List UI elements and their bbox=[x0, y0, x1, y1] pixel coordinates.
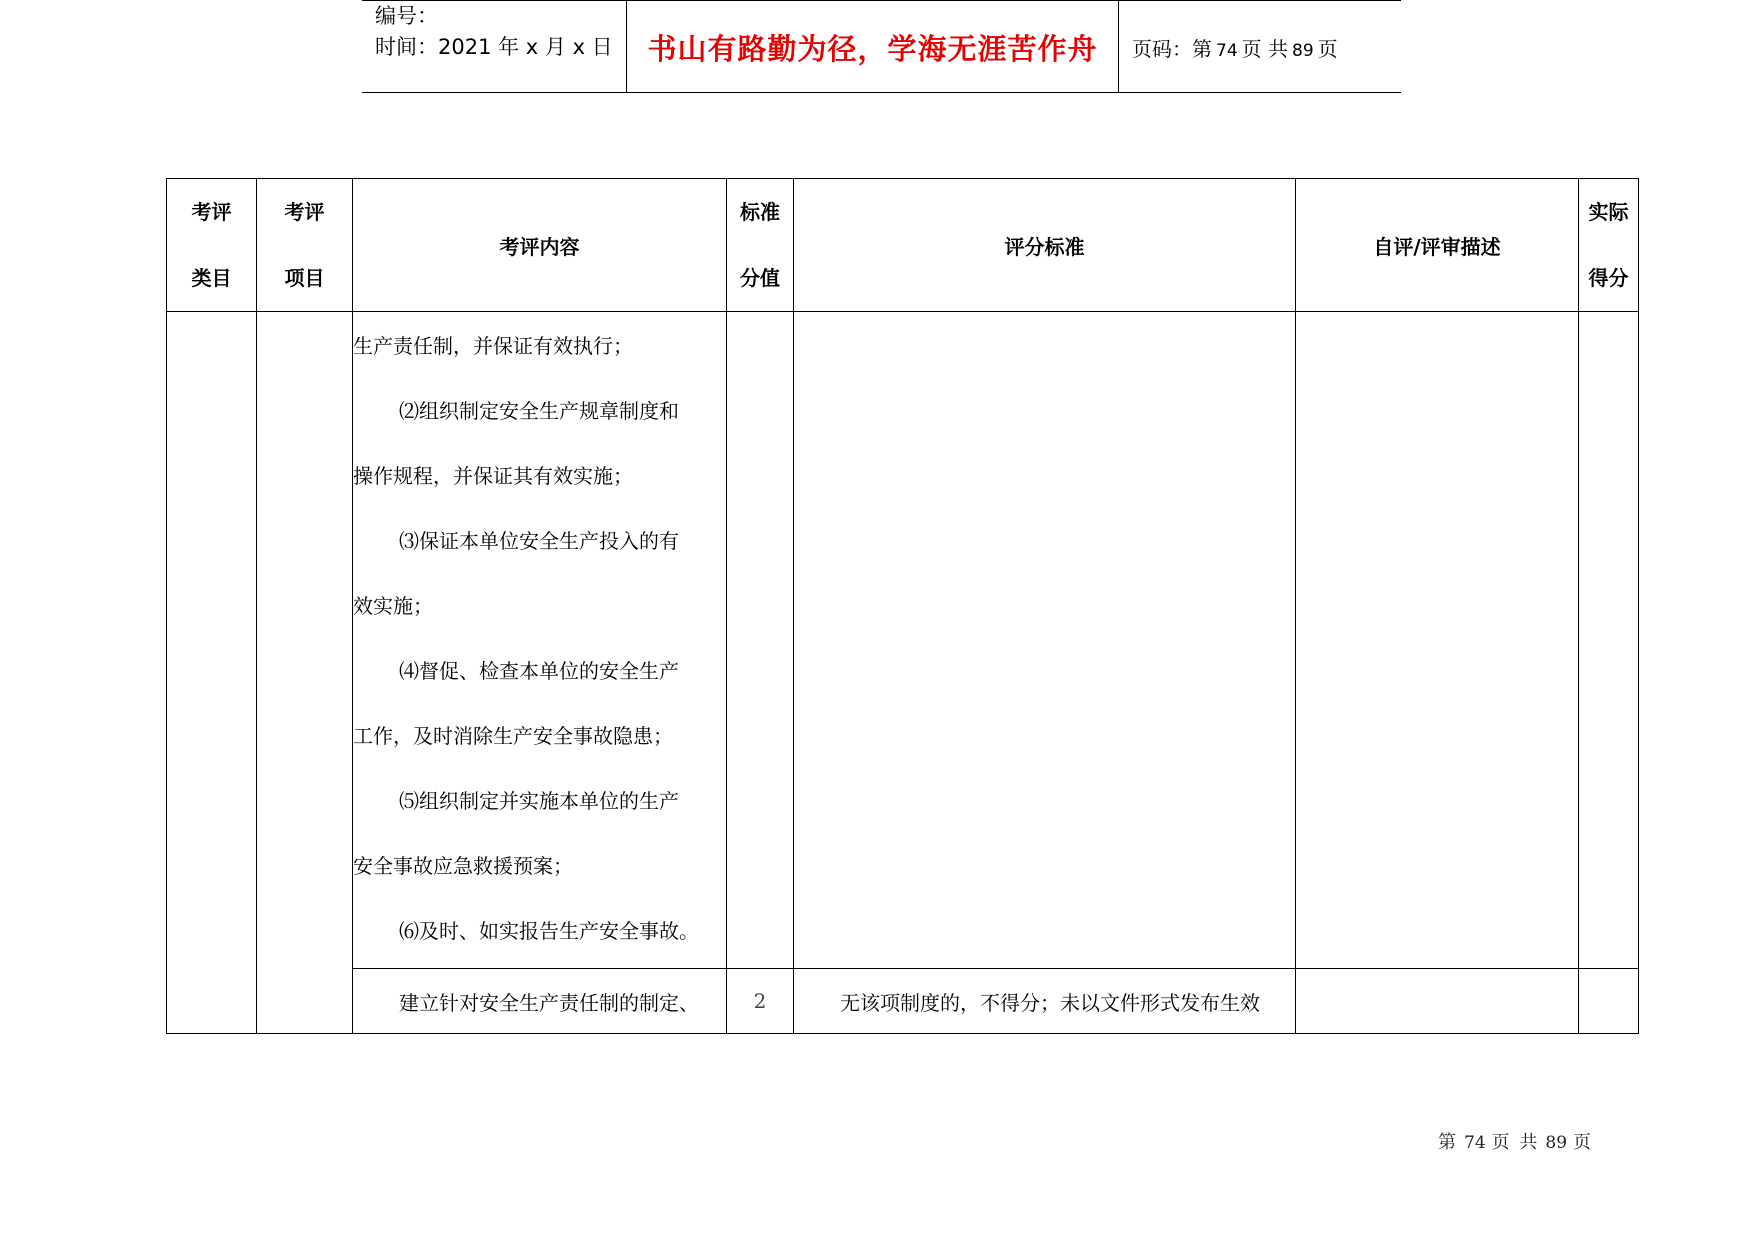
content-cell bbox=[353, 312, 727, 969]
header-score bbox=[727, 179, 794, 312]
header-self-review: 自评/评审描述 bbox=[1296, 179, 1579, 312]
footer-mid: 页 共 bbox=[1491, 1132, 1540, 1153]
footer-suffix: 页 bbox=[1573, 1132, 1594, 1153]
header-info-cell bbox=[362, 1, 627, 93]
header-item-line2: 项目 bbox=[284, 266, 325, 290]
evaluation-table bbox=[166, 178, 1639, 1034]
header-page-mid: 页 共 bbox=[1241, 36, 1288, 61]
content-line: 安全事故应急救援预案； bbox=[353, 854, 573, 878]
document-number-label: 编号： bbox=[375, 4, 438, 28]
header-category-line1: 考评 bbox=[191, 200, 232, 224]
header-page-current: 74 bbox=[1216, 40, 1238, 61]
table-row bbox=[167, 969, 1639, 1034]
document-time-label: 时间：2021 年 x 月 x 日 bbox=[375, 35, 613, 59]
content-line: 工作，及时消除生产安全事故隐患； bbox=[353, 724, 673, 748]
actual-score-cell bbox=[1579, 969, 1639, 1034]
header-actual bbox=[1579, 179, 1639, 312]
header-page-number bbox=[1132, 33, 1338, 62]
criteria-cell bbox=[794, 312, 1296, 969]
category-cell bbox=[167, 312, 257, 1034]
header-actual-line2: 得分 bbox=[1588, 266, 1629, 290]
header-criteria: 评分标准 bbox=[794, 179, 1296, 312]
header-page-total: 89 bbox=[1292, 40, 1314, 61]
item-cell bbox=[257, 312, 353, 1034]
content-line: ⑵组织制定安全生产规章制度和 bbox=[399, 399, 679, 423]
self-review-cell bbox=[1296, 969, 1579, 1034]
page-header bbox=[362, 0, 1401, 93]
content-line: 生产责任制，并保证有效执行； bbox=[353, 334, 633, 358]
content-cell: 建立针对安全生产责任制的制定、 bbox=[353, 969, 727, 1034]
content-line: ⑶保证本单位安全生产投入的有 bbox=[399, 529, 679, 553]
footer-prefix: 第 bbox=[1438, 1132, 1458, 1153]
header-page-suffix: 页 bbox=[1317, 36, 1338, 61]
content-line: 效实施； bbox=[353, 594, 433, 618]
header-item-line1: 考评 bbox=[284, 200, 325, 224]
criteria-cell: 无该项制度的，不得分；未以文件形式发布生效 bbox=[794, 969, 1296, 1034]
content-line: 操作规程，并保证其有效实施； bbox=[353, 464, 633, 488]
table-header-row bbox=[167, 179, 1639, 312]
header-category-line2: 类目 bbox=[191, 266, 232, 290]
header-score-line1: 标准 bbox=[740, 200, 780, 224]
actual-score-cell bbox=[1579, 312, 1639, 969]
score-cell: 2 bbox=[727, 969, 794, 1034]
header-item bbox=[257, 179, 353, 312]
header-score-line2: 分值 bbox=[740, 266, 780, 290]
footer-page-total: 89 bbox=[1545, 1133, 1568, 1153]
header-motto: 书山有路勤为径，学海无涯苦作舟 bbox=[647, 31, 1098, 66]
footer-page-current: 74 bbox=[1464, 1133, 1486, 1153]
content-line: ⑸组织制定并实施本单位的生产 bbox=[399, 789, 679, 813]
header-category bbox=[167, 179, 257, 312]
self-review-cell bbox=[1296, 312, 1579, 969]
header-page-cell bbox=[1119, 1, 1401, 93]
header-page-prefix: 页码：第 bbox=[1132, 36, 1212, 61]
content-line: ⑹及时、如实报告生产安全事故。 bbox=[399, 919, 699, 943]
content-line: ⑷督促、检查本单位的安全生产 bbox=[399, 659, 679, 683]
page-footer bbox=[1438, 1128, 1593, 1154]
header-content: 考评内容 bbox=[353, 179, 727, 312]
table-row bbox=[167, 312, 1639, 969]
header-actual-line1: 实际 bbox=[1588, 200, 1629, 224]
score-cell bbox=[727, 312, 794, 969]
header-motto-cell bbox=[627, 1, 1119, 93]
